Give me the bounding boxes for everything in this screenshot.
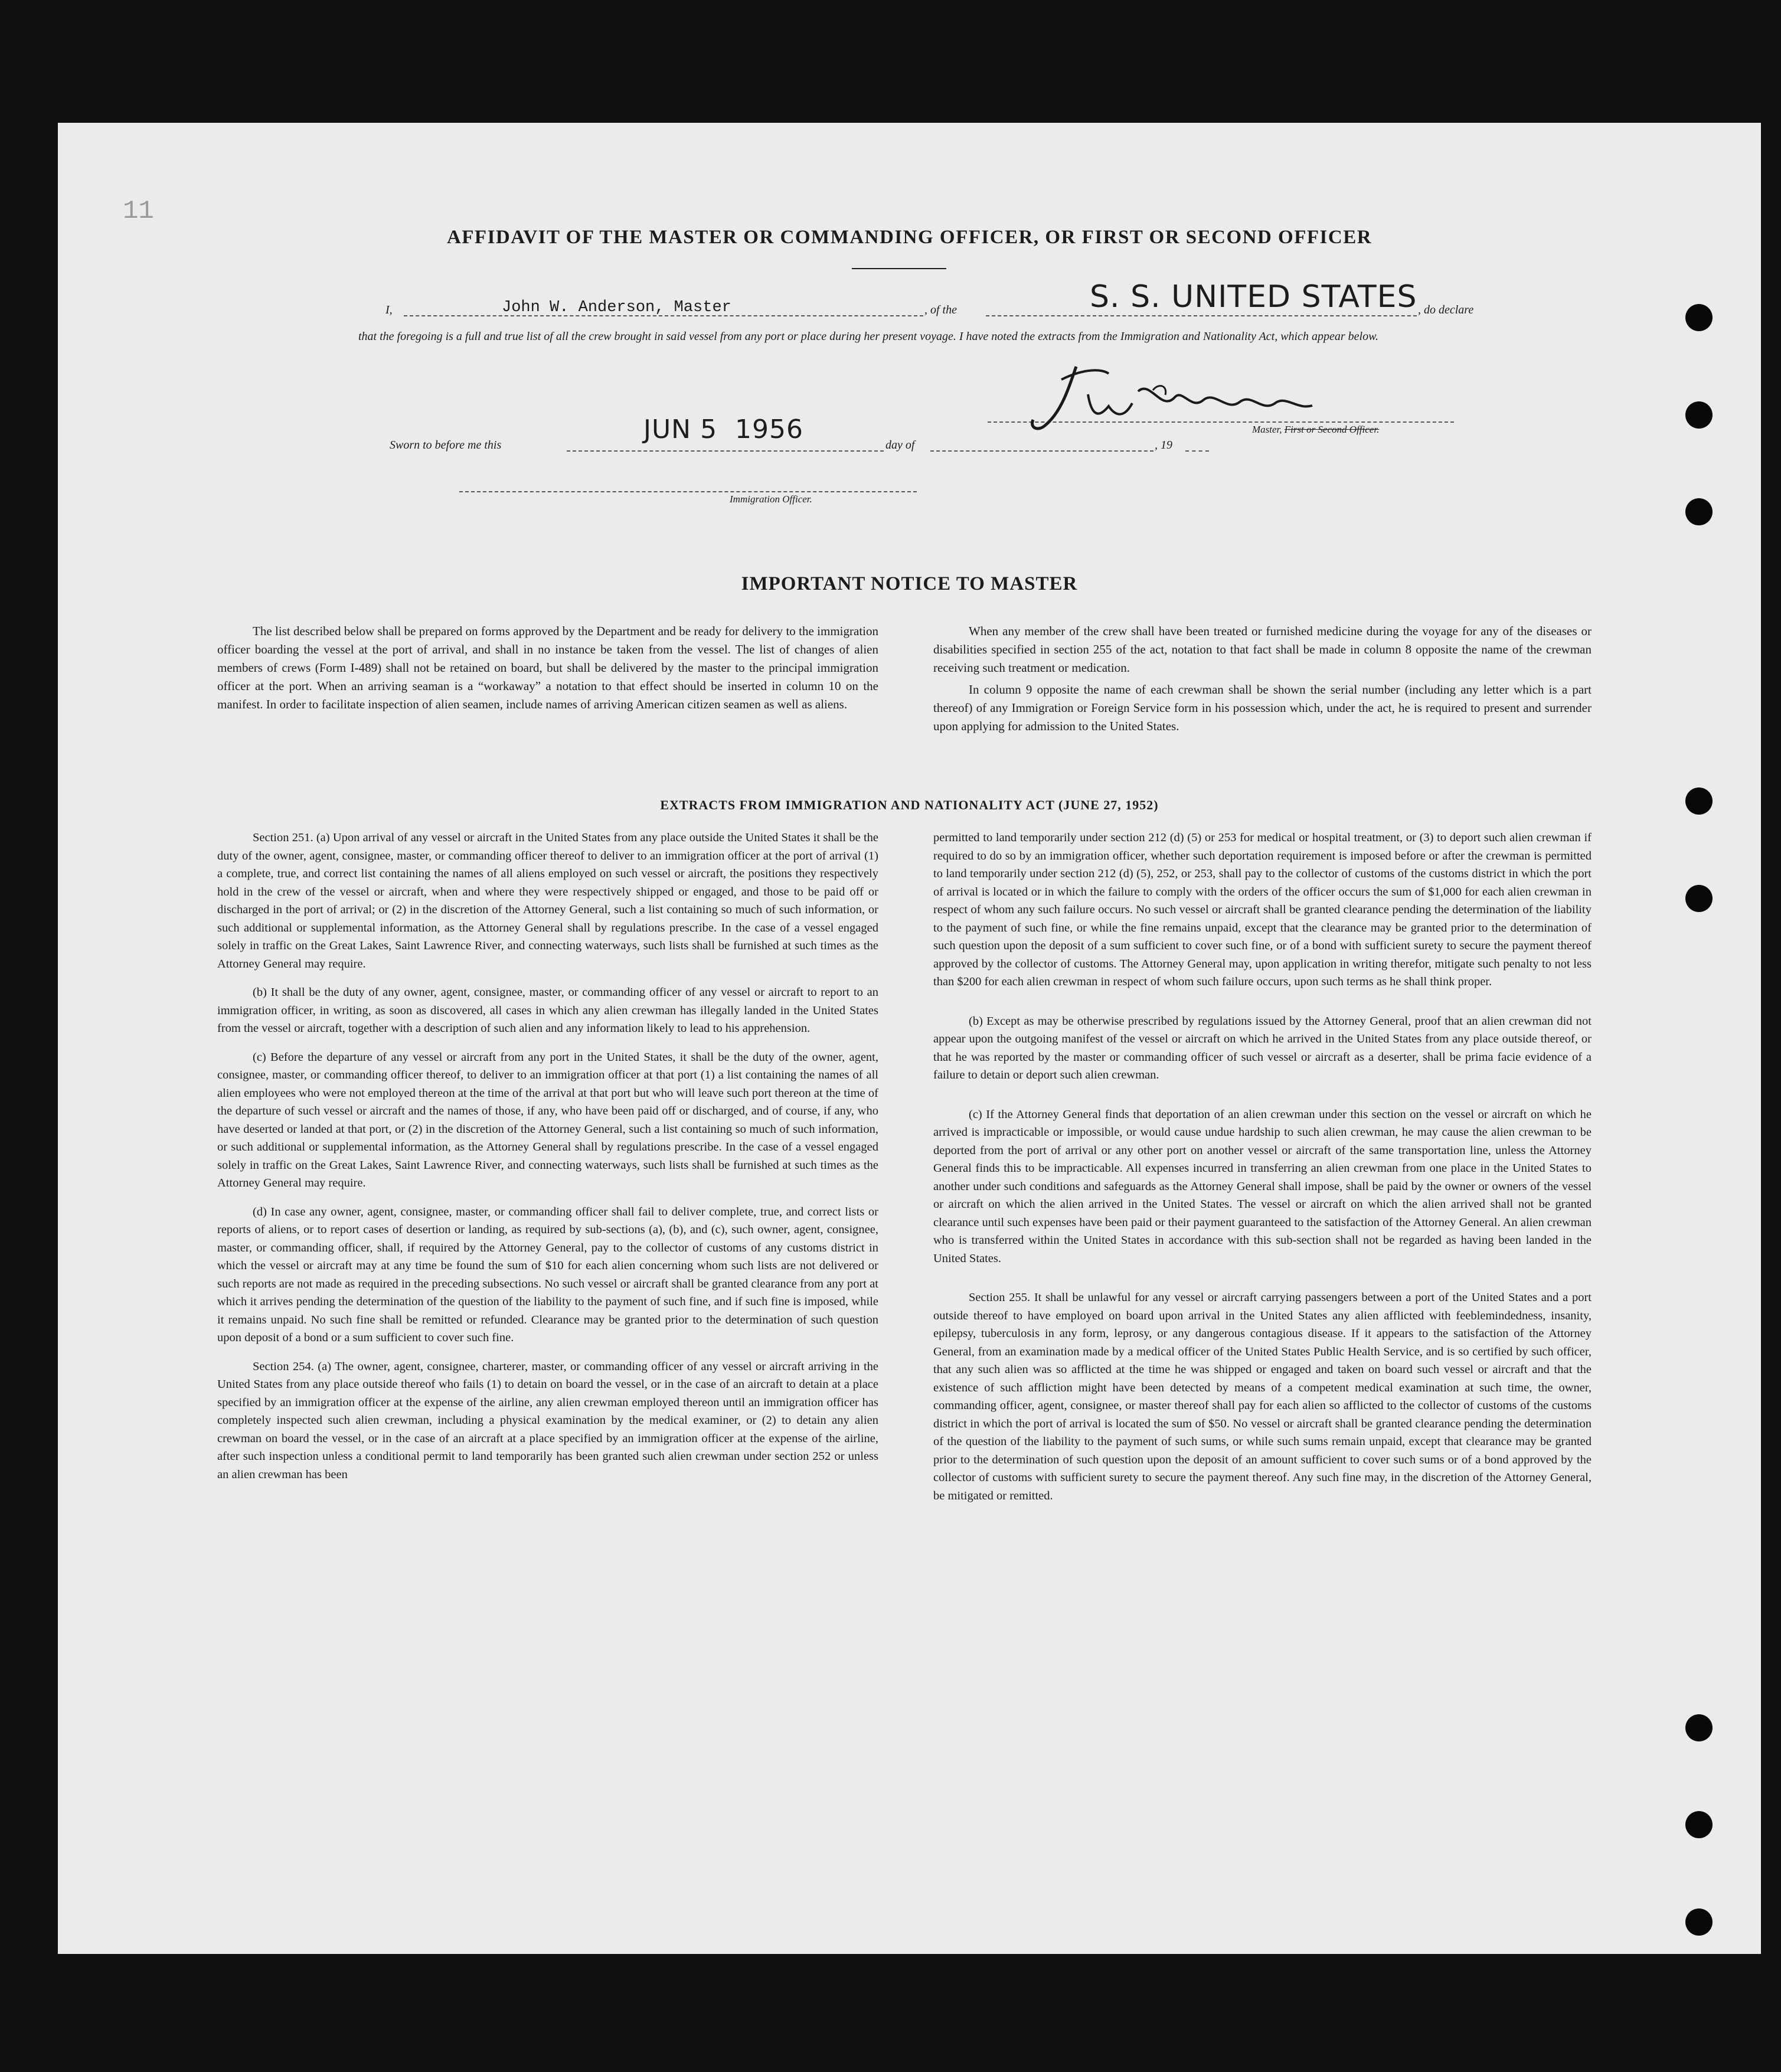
notice-title: IMPORTANT NOTICE TO MASTER <box>741 573 1078 594</box>
sworn-label: Sworn to before me this <box>390 439 502 452</box>
i-label: I, <box>385 303 393 316</box>
act-section: permitted to land temporarily under section 212 (d) (5) or 253 for medical or hospital treatment, or (3) to deport such alien crewman if required to do so by an immigration officer, whether such deportation requirement is imposed before or after the crewman is permitted to land temporarily under section 212 (d) (5), 252, or 253, shall pay to the collector of customs of the customs district in which the port of arrival is located or in which the failure to comply with the orders of the officer occurs the sum of $1,000 for each alien crewman in respect of whom any such failure occurs. No such vessel or aircraft shall be granted clearance pending the determination of the liability to the payment of such fine, or while the fine remains unpaid, except that the clearance may be granted prior to the determination of such question upon the deposit of a sum sufficient to cover such fine, or of a bond with sufficient surety to secure the payment thereof approved by the collector of customs. The Attorney General may, upon application in writing therefor, mitigate such penalty to not less than $200 for each alien crewman in respect of whom such failure occurs, upon such terms as he shall think proper. <box>933 831 1592 988</box>
punch-hole <box>1685 304 1713 331</box>
affidavit-title: AFFIDAVIT OF THE MASTER OR COMMANDING OFFICER, OR FIRST OR SECOND OFFICER <box>446 227 1372 248</box>
notice-paragraph: In column 9 opposite the name of each crewman shall be shown the serial number (including any letter which is a part thereof) of any Immigration or Foreign Service form in his possession which, under the act, he is required to present and surrender upon applying for admission to the United States. <box>933 682 1592 733</box>
act-section: (d) In case any owner, agent, consignee, master, or commanding officer shall fail to deliver complete, true, and correct lists or reports of aliens, or to report cases of desertion or landing, as required by sub-sections (a), (b), and (c), such owner, agent, consignee, master, or commanding officer, shall, if required by the Attorney General, pay to the collector of customs of any customs district in which the vessel or aircraft may at any time be found the sum of $10 for each alien concerning whom such lists are not delivered or such reports are not made as required in the preceding subsections. No such vessel or aircraft shall be granted clearance from any port at which it arrives pending the determination of the question of the liability to the payment of such fine, and if such fine is imposed, while it remains unpaid. No such fine shall be remitted or refunded. Clearance may be granted prior to the determination of such question upon deposit of a bond or a sum sufficient to cover such fine. <box>217 1205 878 1344</box>
notice-left-column <box>217 622 878 724</box>
month-line <box>930 450 1153 452</box>
notice-right-column <box>933 622 1592 746</box>
vessel-name-stamp: S. S. UNITED STATES <box>1090 279 1417 315</box>
day-of-label: day of <box>885 439 915 452</box>
extracts-right-column <box>933 829 1592 1515</box>
document-page <box>58 123 1761 1954</box>
sworn-day-line <box>567 450 884 452</box>
vessel-line <box>986 315 1417 316</box>
sworn-date-stamp: JUN 5 1956 <box>643 414 804 445</box>
act-section: (c) If the Attorney General finds that deportation of an alien crewman under this section on the vessel or aircraft on which he arrived is impracticable or impossible, or would cause undue hardship to such alien crewman, he may cause the alien crewman to be deported from the port of arrival or any other port on another vessel or aircraft of the same transportation line, unless the Attorney General finds this to be impracticable. All expenses incurred in transferring an alien crewman from one place in the United States to another under such conditions and safeguards as the Attorney General shall impose, shall be paid by the owner or owners of the vessel or aircraft on which the alien arrived in the United States. The vessel or aircraft on which the alien arrived shall not be granted clearance until such expenses have been paid or their payment guaranteed to the satisfaction of the Attorney General. An alien crewman who is transferred within the United States in accordance with this sub-section shall not be regarded as having been landed in the United States. <box>933 1107 1592 1265</box>
master-caption: Master, <box>1252 424 1282 435</box>
of-the-label: , of the <box>924 303 957 316</box>
act-section: Section 254. (a) The owner, agent, consignee, charterer, master, or commanding officer of any vessel or aircraft arriving in the United States from any place outside thereof who fails (1) to detain on board the vessel, or in the case of an aircraft to detain at a place specified by an immigration officer at the expense of the airline, any alien crewman employed thereon until an immigration officer has completely inspected such alien crewman, including a physical examination by the medical examiner, or (2) to detain any alien crewman on board the vessel, or in the case of an aircraft at a place specified by an immigration officer at the expense of the airline, after such inspection unless a conditional permit to land temporarily has been granted such alien crewman under section 252 or unless an alien crewman has been <box>217 1359 878 1481</box>
punch-hole <box>1685 1811 1713 1838</box>
punch-hole <box>1685 498 1713 525</box>
punch-hole <box>1685 1714 1713 1741</box>
declarant-name: John W. Anderson, Master <box>502 299 731 316</box>
punch-hole <box>1685 787 1713 815</box>
punch-hole <box>1685 885 1713 912</box>
margin-page-number: 11 <box>123 197 154 226</box>
notice-paragraph: When any member of the crew shall have been treated or furnished medicine during the voyage for any of the diseases or disabilities specified in section 255 of the act, notation to that fact shall be made in column 8 opposite the name of the crewman receiving such treatment or medication. <box>933 624 1592 675</box>
year-line <box>1185 450 1209 452</box>
officer-caption: Immigration Officer. <box>730 494 812 505</box>
punch-hole <box>1685 401 1713 429</box>
act-section: Section 255. It shall be unlawful for any vessel or aircraft carrying passengers between a port of the United States and a port outside thereof to have employed on board upon arrival in the United States any alien afflicted with feeblemindedness, insanity, epilepsy, tuberculosis in any form, leprosy, or any dangerous contagious disease. If it appears to the satisfaction of the Attorney General, from an examination made by a medical officer of the United States Public Health Service, and is so certified by such officer, that any such alien was so afflicted at the time he was shipped or engaged and taken on board such vessel or aircraft and that the existence of such affliction might have been detected by means of a competent medical examination at such time, the owner, commanding officer, agent, consignee, or master thereof shall pay for each alien so afflicted to the collector of customs of the customs district in which the port of arrival is located the sum of $50. No vessel or aircraft shall be granted clearance pending the determination of the question of the liability to the payment of such sums, or while such sums remain unpaid, except that clearance may be granted prior to the determination of such question upon the deposit of an amount sufficient to cover such sums or of a bond approved by the collector of customs with sufficient surety to secure the payment thereof. Any such fine may, in the discretion of the Attorney General, be mitigated or remitted. <box>933 1291 1592 1502</box>
act-section: (b) It shall be the duty of any owner, agent, consignee, master, or commanding officer of any vessel or aircraft to report to an immigration officer, in writing, as soon as discovered, all cases in which any alien crewman has illegally landed in the United States from the vessel or aircraft, together with a description of such alien and any information likely to lead to his apprehension. <box>217 986 878 1035</box>
act-section: Section 251. (a) Upon arrival of any vessel or aircraft in the United States from any place outside the United States it shall be the duty of the owner, agent, consignee, master, or commanding officer thereof to deliver to an immigration officer at the port of arrival (1) a complete, true, and correct list containing the names of all aliens employed on such vessel or aircraft, the positions they respectively hold in the crew of the vessel or aircraft, when and where they were respectively shipped or engaged, and those to be paid off or discharged in the port of arrival; or (2) in the discretion of the Attorney General, such a list containing so much of such information, or such additional or supplemental information, as the Attorney General shall by regulations prescribe. In the case of a vessel engaged solely in traffic on the Great Lakes, Saint Lawrence River, and connecting waterways, such lists shall be furnished at such times as the Attorney General may require. <box>217 831 878 970</box>
struck-officer-caption: First or Second Officer. <box>1284 424 1380 435</box>
signature-caption <box>1252 424 1379 436</box>
act-section: (c) Before the departure of any vessel or aircraft from any port in the United States, it shall be the duty of the owner, agent, consignee, master, or commanding officer thereof, to deliver to an immigration officer at that port (1) a list containing the names of all alien employees who were not employed thereon at the time of the arrival at that port but who will leave such port thereon at the time of the departure of such vessel or aircraft and the names of those, if any, who have been paid off or discharged, and of course, if any, who have deserted or landed at that port, or (2) in the discretion of the Attorney General, such a list containing so much of such information, or such additional or supplemental information, as the Attorney General shall by regulations prescribe. In the case of a vessel engaged solely in traffic on the Great Lakes, Saint Lawrence River, and connecting waterways, such lists shall be furnished at such times as the Attorney General may require. <box>217 1050 878 1189</box>
year-label: , 19 <box>1155 439 1172 452</box>
act-section: (b) Except as may be otherwise prescribed by regulations issued by the Attorney General, proof that an alien crewman did not appear upon the outgoing manifest of the vessel or aircraft on which he arrived in the United States from any place outside thereof, or that he was reported by the master or commanding officer of such vessel or aircraft as a deserter, shall be prima facie evidence of a failure to detain or deport such alien crewman. <box>933 1014 1592 1081</box>
do-declare-label: , do declare <box>1418 303 1474 316</box>
extracts-title: EXTRACTS FROM IMMIGRATION AND NATIONALITY ACT (JUNE 27, 1952) <box>660 798 1159 812</box>
officer-signature-line <box>459 491 917 492</box>
punch-hole <box>1685 1908 1713 1936</box>
title-divider <box>852 268 946 269</box>
extracts-left-column <box>217 829 878 1494</box>
affidavit-statement: that the foregoing is a full and true list of all the crew brought in said vessel from any port or place during her present voyage. I have noted the extracts from the Immigration and Nationality Act, which appear below. <box>358 330 1378 343</box>
notice-paragraph: The list described below shall be prepared on forms approved by the Department and be ready for delivery to the immigration officer boarding the vessel at the port of arrival, and shall in no instance be taken from the vessel. The list of changes of alien members of crews (Form I-489) shall not be retained on board, but shall be delivered by the master to the principal immigration officer at the port. When an arriving seaman is a “workaway” a notation to that effect should be inserted in column 10 on the manifest. In order to facilitate inspection of alien seamen, include names of arriving American citizen seamen as well as aliens. <box>217 624 878 711</box>
